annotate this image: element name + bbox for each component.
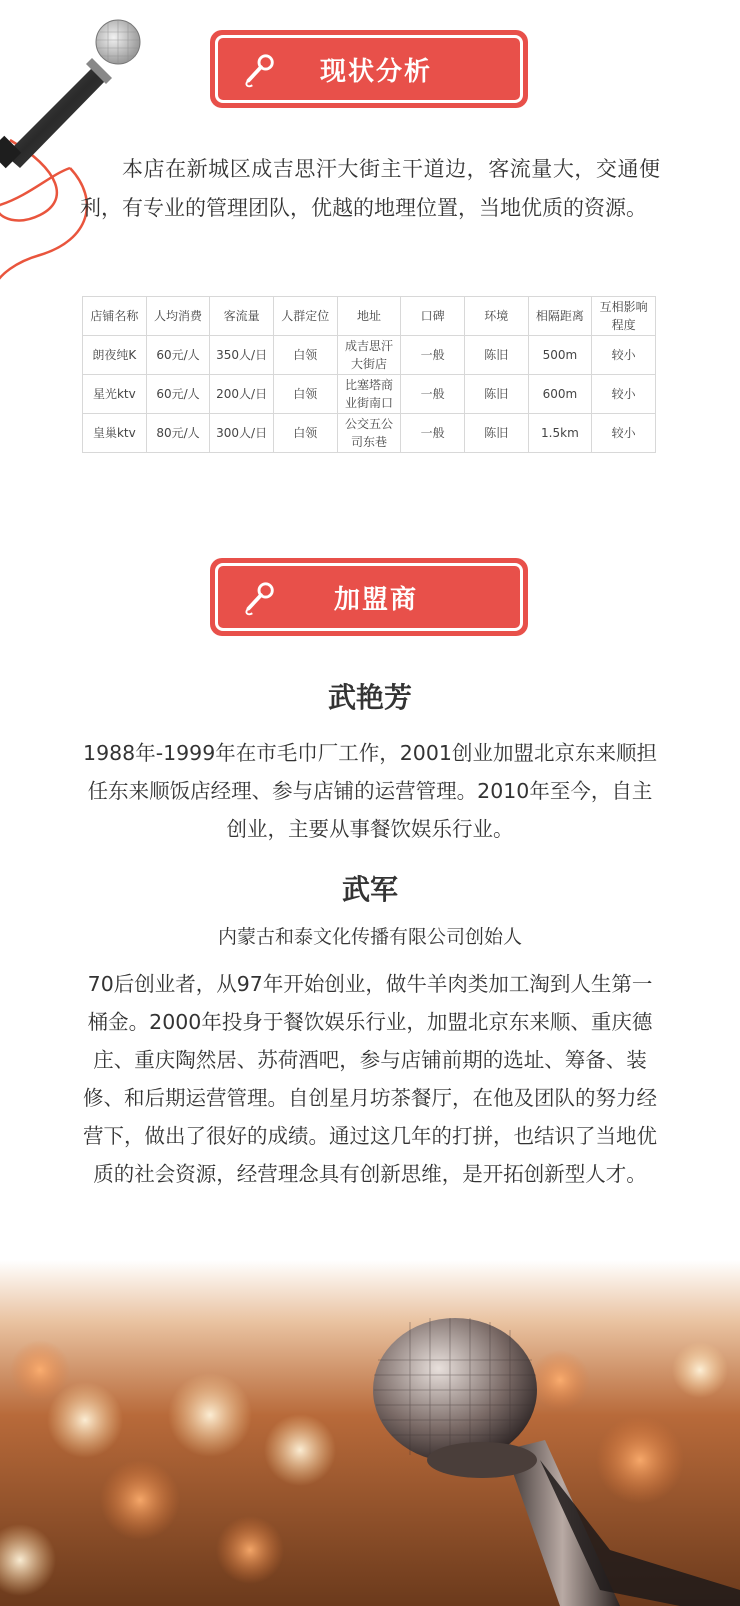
table-header-cell: 人群定位: [273, 297, 337, 336]
table-header-cell: 地址: [337, 297, 401, 336]
table-cell: 较小: [592, 336, 656, 375]
person-name: 武艳芳: [327, 681, 412, 714]
section-title: 加盟商: [333, 584, 418, 615]
intro-paragraph: 本店在新城区成吉思汗大街主干道边，客流量大，交通便利，有专业的管理团队，优越的地理位置，当地优质的资源。: [80, 157, 660, 220]
table-cell: 朗夜纯K: [83, 336, 147, 375]
table-row: [83, 336, 656, 375]
competitor-table: [82, 296, 656, 453]
table-cell: 60元/人: [146, 375, 210, 414]
section-title: 现状分析: [319, 56, 432, 87]
microphone-icon: [240, 52, 278, 90]
table-cell: 成吉思汗大街店: [337, 336, 401, 375]
table-cell: 皇巢ktv: [83, 414, 147, 453]
section-header-franchisee: [210, 558, 528, 636]
table-cell: 500m: [528, 336, 592, 375]
table-cell: 200人/日: [210, 375, 274, 414]
table-cell: 600m: [528, 375, 592, 414]
table-cell: 白领: [273, 414, 337, 453]
table-cell: 公交五公司东巷: [337, 414, 401, 453]
table-header-cell: 人均消费: [146, 297, 210, 336]
table-header-cell: 互相影响程度: [592, 297, 656, 336]
person-title: 内蒙古和泰文化传播有限公司创始人: [217, 926, 522, 948]
table-header-cell: 口碑: [401, 297, 465, 336]
table-cell: 陈旧: [464, 336, 528, 375]
table-cell: 1.5km: [528, 414, 592, 453]
table-cell: 60元/人: [146, 336, 210, 375]
table-cell: 白领: [273, 375, 337, 414]
table-cell: 较小: [592, 414, 656, 453]
table-cell: 一般: [401, 414, 465, 453]
table-cell: 比塞塔商业街南口: [337, 375, 401, 414]
microphone-icon: [240, 580, 278, 618]
table-cell: 350人/日: [210, 336, 274, 375]
table-cell: 陈旧: [464, 375, 528, 414]
person-name: 武军: [341, 873, 398, 906]
person-bio: 1988年-1999年在市毛巾厂工作，2001创业加盟北京东来顺担任东来顺饭店经理、参与店铺的运营管理。2010年至今，自主创业，主要从事餐饮娱乐行业。: [83, 741, 657, 841]
table-cell: 陈旧: [464, 414, 528, 453]
person-bio: 70后创业者，从97年开始创业，做牛羊肉类加工淘到人生第一桶金。2000年投身于餐饮娱乐行业，加盟北京东来顺、重庆德庄、重庆陶然居、苏荷酒吧，参与店铺前期的选址、筹备、装修、和后期运营管理。自创星月坊茶餐厅，在他及团队的努力经营下，做出了很好的成绩。通过这几年的打拼，也结识了当地优质的社会资源，经营理念具有创新思维，是开拓创新型人才。: [83, 972, 657, 1186]
table-header-row: [83, 297, 656, 336]
table-cell: 一般: [401, 336, 465, 375]
table-cell: 白领: [273, 336, 337, 375]
section-header-analysis: [210, 30, 528, 108]
table-cell: 300人/日: [210, 414, 274, 453]
table-cell: 80元/人: [146, 414, 210, 453]
table-header-cell: 相隔距离: [528, 297, 592, 336]
table-row: [83, 375, 656, 414]
table-header-cell: 店铺名称: [83, 297, 147, 336]
table-cell: 较小: [592, 375, 656, 414]
table-header-cell: 客流量: [210, 297, 274, 336]
stage-microphone-image: [0, 1260, 740, 1606]
table-header-cell: 环境: [464, 297, 528, 336]
table-cell: 星光ktv: [83, 375, 147, 414]
table-row: [83, 414, 656, 453]
table-cell: 一般: [401, 375, 465, 414]
